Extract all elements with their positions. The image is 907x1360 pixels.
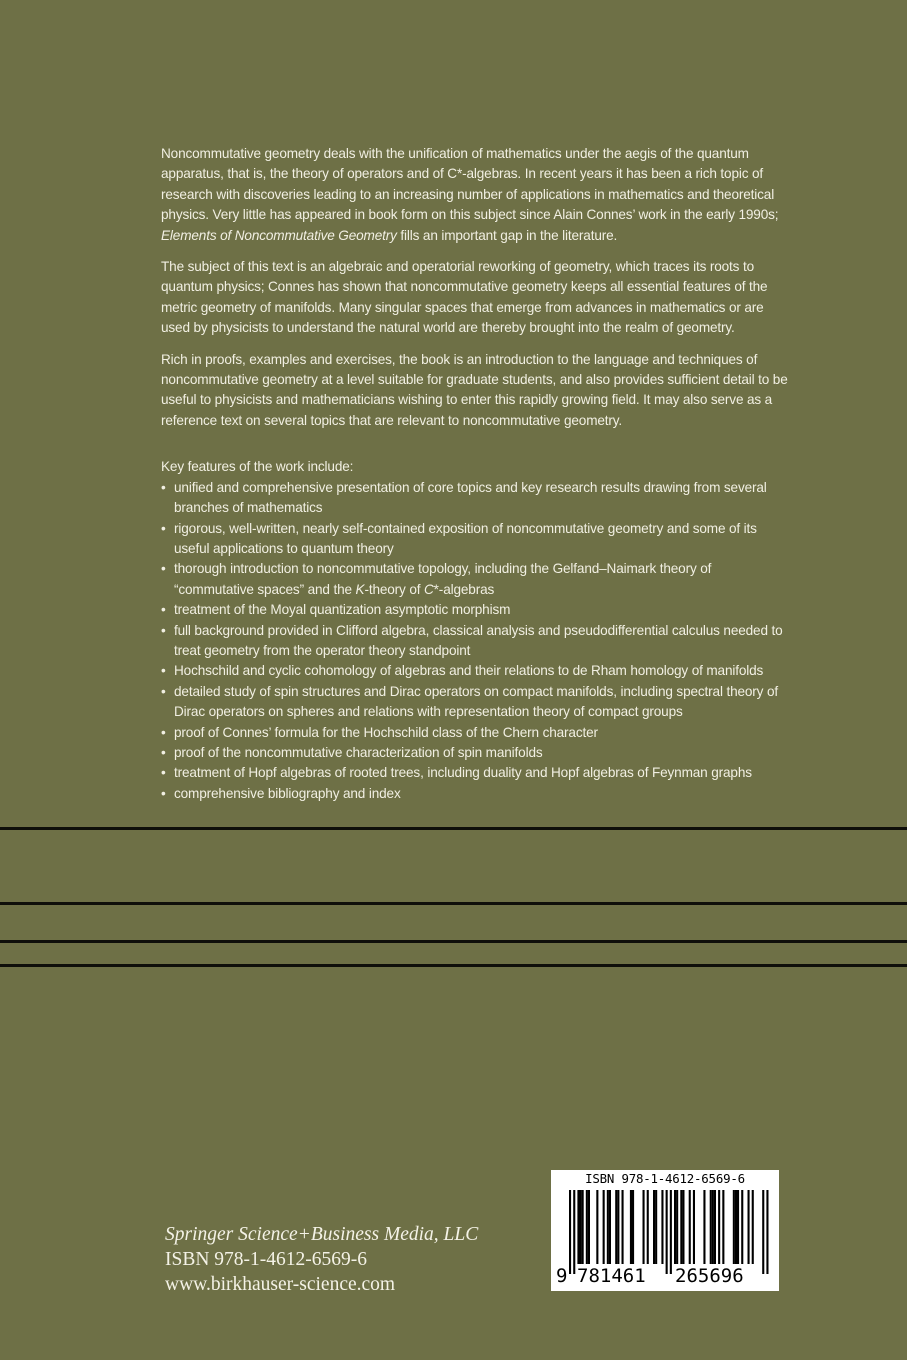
barcode-bar	[733, 1190, 735, 1264]
barcode-bar	[682, 1190, 684, 1264]
barcode-bar	[647, 1190, 649, 1264]
publisher-info	[165, 1222, 478, 1297]
barcode-bar	[607, 1190, 609, 1264]
feature-item: • Hochschild and cyclic cohomology of algebras and their relations to de Rham homology of manifolds	[161, 661, 791, 681]
barcode-guard-bar	[666, 1190, 668, 1274]
publisher-url: www.birkhauser-science.com	[165, 1274, 396, 1295]
feature-item: • unified and comprehensive presentation of core topics and key research results drawing from several branches of mathematics	[161, 478, 791, 519]
barcode-bar	[609, 1190, 611, 1264]
feature-item: • treatment of the Moyal quantization asymptotic morphism	[161, 600, 791, 620]
decorative-rule	[0, 827, 907, 830]
feature-item: • rigorous, well-written, nearly self-contained exposition of noncommutative geometry and some of its useful applications to quantum theory	[161, 519, 791, 560]
barcode-bar	[689, 1190, 691, 1264]
features-list	[161, 478, 791, 805]
description-paragraph-3: Rich in proofs, examples and exercises, the book is an introduction to the language and techniques of noncommutative geometry at a level suitable for graduate students, and also provides sufficient detail to be useful to physicists and mathematicians wishing to enter this rapidly growing field. It may also serve as a reference text on several topics that are relevant to noncommutative geometry.	[161, 351, 788, 428]
decorative-rule	[0, 940, 907, 943]
barcode-bar	[674, 1190, 676, 1264]
barcode-bar	[603, 1190, 605, 1264]
decorative-rule	[0, 964, 907, 967]
barcode-bar	[710, 1190, 712, 1264]
barcode-bar	[586, 1190, 588, 1264]
barcode-bar	[615, 1190, 617, 1264]
barcode-bar	[596, 1190, 598, 1264]
barcode-guard-bar	[766, 1190, 768, 1274]
barcode-bar	[735, 1190, 737, 1264]
barcode-isbn-text: ISBN 978-1-4612-6569-6	[585, 1171, 745, 1186]
description-paragraph-2: The subject of this text is an algebraic and operatorial reworking of geometry, which traces its roots to quantum physics; Connes has shown that noncommutative geometry keeps all essential features of the metric geometry of manifolds. Many singular spaces that emerge from advances in mathematics or are used by physicists to understand the natural world are thereby brought into the realm of geometry.	[161, 259, 768, 336]
barcode-guard-bar	[762, 1190, 764, 1274]
back-cover-copy	[161, 144, 791, 804]
feature-item-topology: • thorough introduction to noncommutative topology, including the Gelfand–Naimark theory of “commutative spaces” and the K-theory of C*-algebras	[161, 559, 791, 600]
barcode-bar	[653, 1190, 655, 1264]
isbn-barcode	[551, 1170, 779, 1291]
barcode-bar	[718, 1190, 720, 1264]
barcode-bar	[712, 1190, 714, 1264]
barcode-guard-bar	[573, 1190, 575, 1274]
publisher-name: Springer Science+Business Media, LLC	[165, 1224, 479, 1245]
barcode-bar	[748, 1190, 750, 1264]
barcode-guard-bar	[569, 1190, 571, 1274]
barcode-bar	[680, 1190, 682, 1264]
barcode-bar	[714, 1190, 716, 1264]
barcode-bar	[661, 1190, 663, 1264]
barcode-bar	[617, 1190, 619, 1264]
feature-item: • treatment of Hopf algebras of rooted trees, including duality and Hopf algebras of Feynman graphs	[161, 763, 791, 783]
feature-item: • proof of Connes’ formula for the Hochschild class of the Chern character	[161, 723, 791, 743]
feature-item: • proof of the noncommutative characterization of spin manifolds	[161, 743, 791, 763]
barcode-bar	[630, 1190, 632, 1264]
barcode-bar	[632, 1190, 634, 1264]
barcode-bar	[622, 1190, 624, 1264]
decorative-rule	[0, 902, 907, 905]
barcode-bar	[703, 1190, 705, 1264]
barcode-bar	[737, 1190, 739, 1264]
barcode-bar	[676, 1190, 678, 1264]
publisher-isbn: ISBN 978-1-4612-6569-6	[165, 1249, 368, 1270]
feature-item: • comprehensive bibliography and index	[161, 784, 791, 804]
barcode-bar	[577, 1190, 579, 1264]
barcode-digit-first: 9	[556, 1265, 568, 1287]
barcode-bar	[580, 1190, 582, 1264]
barcode-bar	[752, 1190, 754, 1264]
description-paragraph-1: Noncommutative geometry deals with the unification of mathematics under the aegis of the quantum apparatus, that is, the theory of operators and of C*-algebras. In recent years it has been a rich topic of research with discoveries leading to an increasing number of applications in mathematics and theoretical physics. Very little has appeared in book form on this subject since Alain Connes’ work in the early 1990s; Elements of Noncommutative Geometry fills an important gap in the literature.	[161, 146, 779, 243]
barcode-bar	[588, 1190, 590, 1264]
barcode-bar	[643, 1190, 645, 1264]
barcode-bar	[582, 1190, 584, 1264]
barcode-bar	[693, 1190, 695, 1264]
features-heading: Key features of the work include:	[161, 459, 354, 475]
barcode-guard-bar	[670, 1190, 672, 1274]
barcode-bar	[741, 1190, 743, 1264]
barcode-digits-left: 781461	[577, 1265, 646, 1287]
book-title: Elements of Noncommutative Geometry	[161, 227, 397, 243]
barcode-digits-right: 265696	[675, 1265, 744, 1287]
barcode-bar	[655, 1190, 657, 1264]
feature-item: • detailed study of spin structures and Dirac operators on compact manifolds, including spectral theory of Dirac operators on spheres and relations with representation theory of compact groups	[161, 682, 791, 723]
feature-item: • full background provided in Clifford algebra, classical analysis and pseudodifferential calculus needed to treat geometry from the operator theory standpoint	[161, 621, 791, 662]
barcode-bar	[722, 1190, 724, 1264]
